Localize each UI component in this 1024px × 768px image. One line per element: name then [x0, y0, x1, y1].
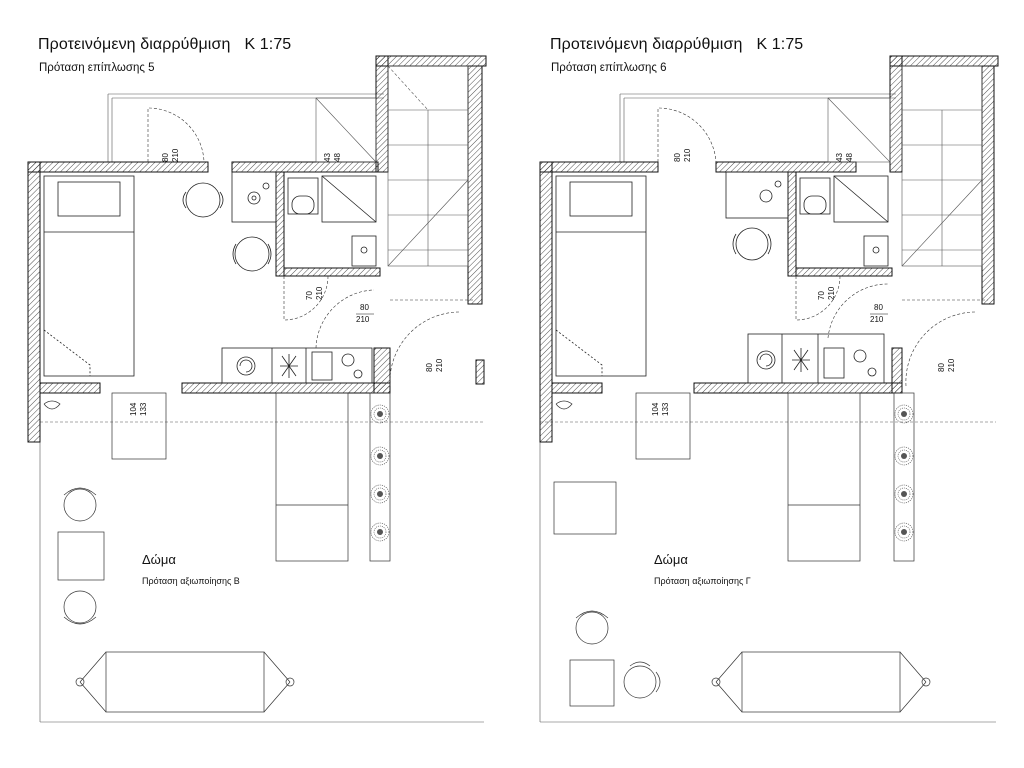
dimension-labels — [651, 148, 956, 416]
bed — [44, 176, 134, 376]
bed — [556, 176, 646, 376]
walls — [540, 56, 998, 442]
dim-stair-door-2: 210 — [947, 358, 956, 372]
dim-door-top-1: 80 — [161, 153, 170, 162]
kitchen-row — [222, 348, 372, 383]
kitchen-sink-top — [232, 172, 276, 222]
dim-door-top-1: 80 — [673, 153, 682, 162]
terrace-boundary — [540, 94, 996, 722]
dim-stair-door-2: 210 — [435, 358, 444, 372]
dim-bath-door-2: 210 — [315, 286, 324, 300]
terrace-furniture — [554, 393, 930, 712]
dim-door-top-2: 210 — [683, 148, 692, 162]
bathroom — [800, 176, 888, 266]
dim-main-door-2: 210 — [870, 315, 884, 324]
plan-scale: Κ 1:75 — [244, 36, 292, 53]
bathroom — [288, 176, 376, 266]
door-swings — [148, 108, 474, 386]
dim-main-door-2: 210 — [356, 315, 370, 324]
dim-bath-door-1: 70 — [817, 291, 826, 300]
plan-title-text: Προτεινόμενη διαρρύθμιση — [38, 36, 231, 53]
terrace-boundary — [40, 94, 484, 722]
room-label: Δώμα — [654, 552, 688, 567]
floor-plan-drawing — [512, 0, 1024, 768]
plan-title-text: Προτεινόμενη διαρρύθμιση — [550, 36, 743, 53]
plan-scale: Κ 1:75 — [756, 36, 804, 53]
table-chairs-top — [183, 183, 271, 271]
dimension-labels — [129, 148, 444, 416]
dim-vent-1: 43 — [835, 153, 844, 162]
walls — [28, 56, 486, 442]
dim-bath-door-2: 210 — [827, 286, 836, 300]
plan-subtitle: Πρόταση επίπλωσης 6 — [551, 62, 667, 74]
terrace-furniture — [44, 393, 348, 712]
room-label: Δώμα — [142, 552, 176, 567]
dim-door-top-2: 210 — [171, 148, 180, 162]
table-chairs-top — [726, 172, 788, 260]
dim-window-2: 133 — [661, 402, 670, 416]
dim-stair-door-1: 80 — [937, 363, 946, 372]
dim-vent-2: 48 — [845, 153, 854, 162]
room-sublabel: Πρόταση αξιωποίησης Γ — [654, 576, 751, 586]
dim-vent-2: 48 — [333, 153, 342, 162]
door-swings — [658, 108, 988, 386]
dim-window-2: 133 — [139, 402, 148, 416]
kitchen-row — [748, 334, 884, 383]
plan-subtitle: Πρόταση επίπλωσης 5 — [39, 62, 155, 74]
dim-main-door-1: 80 — [874, 303, 883, 312]
dim-stair-door-1: 80 — [425, 363, 434, 372]
floor-plan-panel-right — [512, 0, 1024, 768]
planter — [894, 393, 914, 561]
dim-vent-1: 43 — [323, 153, 332, 162]
dim-main-door-1: 80 — [360, 303, 369, 312]
room-sublabel: Πρόταση αξιωποίησης Β — [142, 576, 240, 586]
dim-bath-door-1: 70 — [305, 291, 314, 300]
planter — [370, 393, 390, 561]
dim-window-1: 104 — [651, 402, 660, 416]
dim-window-1: 104 — [129, 402, 138, 416]
